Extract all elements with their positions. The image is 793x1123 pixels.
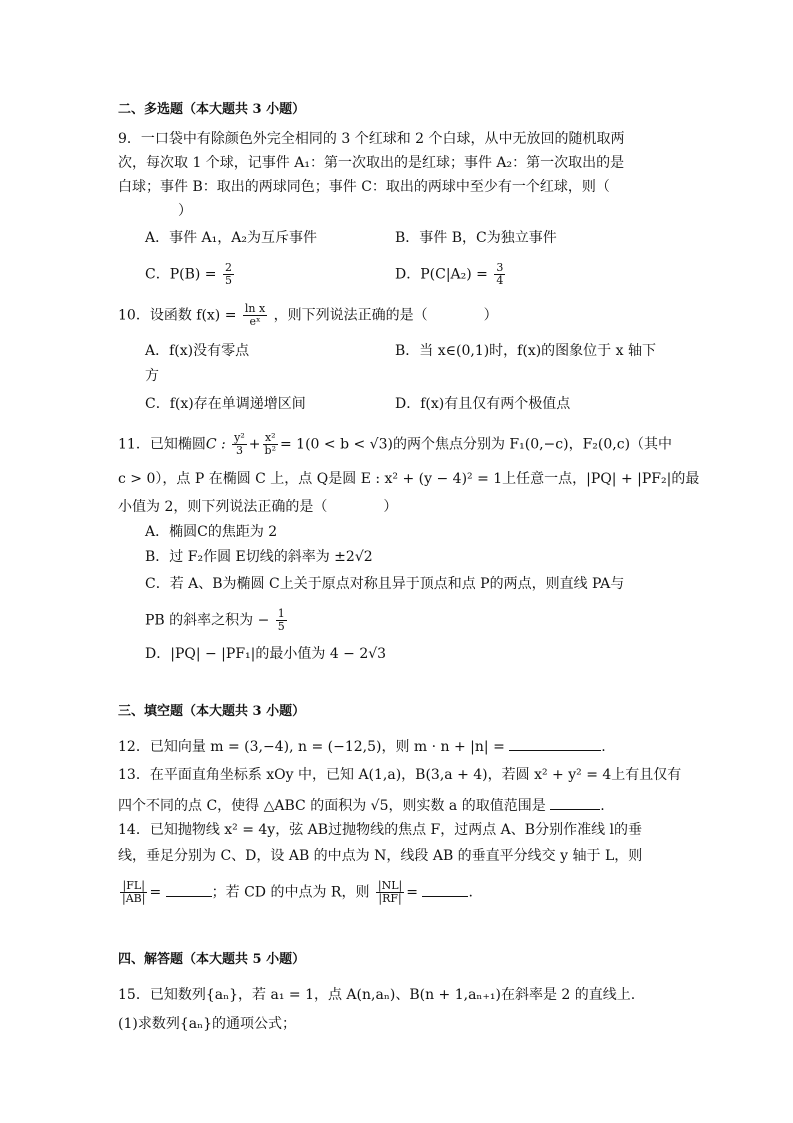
denominator: |RF| (378, 892, 402, 905)
q9-option-c (145, 262, 236, 287)
q11-fraction-2 (263, 432, 278, 457)
numerator: |FL| (120, 880, 147, 893)
q10-option-d: D．f(x)有且仅有两个极值点 (395, 396, 571, 412)
q15-line-2: (1)求数列{aₙ}的通项公式； (118, 1016, 297, 1032)
q11-option-c-fraction (276, 608, 287, 633)
denominator: 3 (235, 444, 243, 457)
q13-period: . (600, 798, 605, 814)
denominator: eˣ (249, 315, 261, 328)
q11-text: 11．已知椭圆 (118, 436, 206, 453)
denominator: b² (264, 444, 276, 457)
q9-option-c-fraction (223, 262, 234, 287)
numerator: ln x (244, 302, 266, 315)
q14-answer-blank-1 (166, 882, 212, 897)
numerator: 3 (496, 261, 504, 274)
q14-fraction-1 (120, 880, 147, 905)
q15-line-1: 15．已知数列{aₙ}，若 a₁ = 1，点 A(n,aₙ)、B(n + 1,aₙ₊₁)在斜率是 2 的直线上. (118, 987, 636, 1003)
q11-option-b: B．过 F₂作圆 E切线的斜率为 ±2√2 (145, 549, 373, 565)
q9-option-d (395, 262, 507, 287)
q11-line-3: 小值为 2，则下列说法正确的是（ ） (118, 499, 398, 515)
q10-line-1 (118, 303, 498, 328)
q14-line-1: 14．已知抛物线 x² = 4y，弦 AB过抛物线的焦点 F，过两点 A、B分别作准线 l的垂 (118, 822, 643, 838)
q12-answer-blank (509, 736, 601, 751)
q10-option-a: A．f(x)没有零点 (145, 343, 250, 359)
denominator: |AB| (122, 892, 146, 905)
numerator: 2 (224, 261, 232, 274)
q10-option-c: C．f(x)存在单调递增区间 (145, 396, 306, 412)
denominator: 5 (277, 620, 285, 633)
q13-line-1: 13．在平面直角坐标系 xOy 中，已知 A(1,a)，B(3,a + 4)，若圆 x² + y² = 4上有且仅有 (118, 767, 682, 783)
q11-plus: + (248, 436, 261, 453)
section-2-heading: 二、多选题（本大题共 3 小题） (118, 102, 306, 117)
q9-option-b: B．事件 B，C为独立事件 (395, 230, 557, 246)
q9-line-1: 9．一口袋中有除颜色外完全相同的 3 个红球和 2 个白球，从中无放回的随机取两 (118, 131, 625, 147)
numerator: y² (234, 431, 245, 444)
q11-option-c-cont (145, 608, 289, 633)
q10-text: 10．设函数 f(x) = (118, 307, 237, 324)
q9-option-d-fraction (494, 262, 505, 287)
q14-text-mid: ；若 CD 的中点为 R，则 (211, 884, 370, 901)
section-4-heading: 四、解答题（本大题共 5 小题） (118, 952, 306, 967)
numerator: x² (263, 432, 278, 445)
denominator: 4 (496, 274, 504, 287)
q9-option-a: A．事件 A₁，A₂为互斥事件 (145, 230, 318, 246)
q12-text: 12．已知向量 m = (3,−4), n = (−12,5)，则 m · n + |n| = (118, 739, 505, 755)
q9-line-4: ） (178, 203, 192, 219)
q13-answer-blank (550, 795, 600, 810)
q12-period: . (601, 739, 606, 755)
q13-text: 四个不同的点 C，使得 △ABC 的面积为 √5，则实数 a 的取值范围是 (118, 798, 546, 814)
q14-equals-1: = (149, 884, 162, 901)
q11-line-2: c > 0），点 P 在椭圆 C 上，点 Q是圆 E : x² + (y − 4)² = 1上任意一点，|PQ| + |PF₂|的最 (118, 471, 700, 487)
q14-fraction-2 (376, 880, 404, 905)
q13-line-2 (118, 795, 605, 816)
q14-answer-blank-2 (422, 882, 468, 897)
q11-ellipse-label: C : (205, 436, 226, 453)
q9-option-d-text: D．P(C|A₂) = (395, 266, 488, 283)
q14-line-3 (118, 880, 473, 905)
numerator: |NL| (377, 879, 403, 892)
q14-line-2: 线，垂足分别为 C、D，设 AB 的中点为 N，线段 AB 的垂直平分线交 y 轴于 L，则 (118, 848, 643, 864)
question-12 (118, 736, 606, 757)
q11-line-1 (118, 432, 672, 457)
q9-line-2: 次，每次取 1 个球，记事件 A₁：第一次取出的是红球；事件 A₂：第一次取出的是 (118, 155, 625, 171)
q10-option-b-cont: 方 (145, 368, 159, 384)
q11-option-c: C．若 A、B为椭圆 C上关于原点对称且异于顶点和点 P的两点，则直线 PA与 (145, 576, 625, 592)
q10-option-b: B．当 x∈(0,1)时，f(x)的图象位于 x 轴下 (395, 343, 656, 359)
denominator: 5 (224, 274, 232, 287)
q10-text-end: ，则下列说法正确的是（ ） (273, 307, 498, 324)
q11-fraction-1 (232, 432, 247, 457)
numerator: 1 (277, 607, 285, 620)
q14-equals-2: = (406, 884, 418, 901)
q11-text-mid: = 1(0 < b < √3)的两个焦点分别为 F₁(0,−c)，F₂(0,c)（其中 (279, 436, 673, 453)
q9-option-c-text: C．P(B) = (145, 266, 217, 283)
q9-line-3: 白球；事件 B：取出的两球同色；事件 C：取出的两球中至少有一个红球，则（ (118, 179, 610, 195)
section-3-heading: 三、填空题（本大题共 3 小题） (118, 704, 306, 719)
q11-option-c-text: PB 的斜率之积为 − (145, 612, 270, 629)
q10-fraction (243, 303, 267, 328)
q11-option-a: A．椭圆C的焦距为 2 (145, 524, 278, 540)
q11-option-d: D．|PQ| − |PF₁|的最小值为 4 − 2√3 (145, 646, 387, 662)
q14-period: . (468, 884, 473, 901)
